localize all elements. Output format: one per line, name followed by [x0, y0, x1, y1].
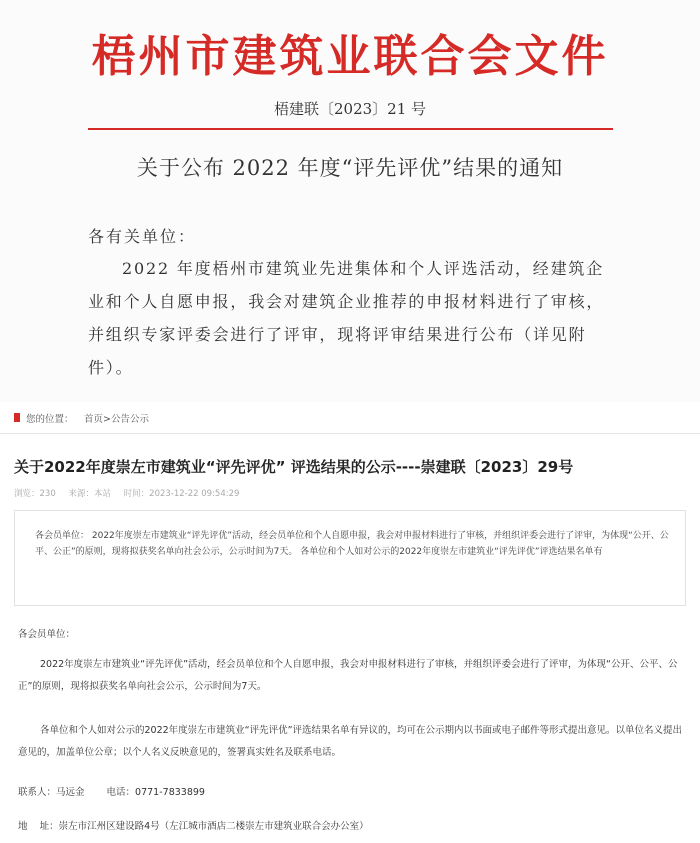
- breadcrumb-label: 您的位置：: [26, 414, 74, 425]
- content-paragraph: 2022年度崇左市建筑业“评先评优”活动，经会员单位和个人自愿申报，我会对申报材料进行了审核，并组织评委会进行了评审，为体现“公开、公平、公正”的原则，现将拟获奖名单向社会公示，公示时间为7天。: [18, 659, 678, 692]
- breadcrumb-marker-icon: [14, 413, 20, 422]
- red-divider: [88, 128, 613, 130]
- document-number: 梧建联〔2023〕21 号: [273, 100, 427, 118]
- publish-time: 时间：2023-12-22 09:54:29: [123, 489, 240, 499]
- content-salutation: 各会员单位：: [18, 629, 76, 640]
- article-meta: [14, 487, 249, 499]
- address-row: [18, 818, 369, 832]
- phone-label: 电话：: [106, 787, 136, 798]
- article-source: 来源：本站: [68, 489, 111, 499]
- article-title: 关于2022年度崇左市建筑业“评先评优” 评选结果的公示----崇建联〔2023〕29号: [14, 458, 574, 476]
- document-salutation: 各有关单位：: [88, 227, 197, 246]
- view-count: 浏览：230: [14, 489, 56, 499]
- address-label: 地 址：: [18, 821, 59, 832]
- phone-number: 0771-7833899: [135, 787, 205, 798]
- contact-label: 联系人：: [18, 787, 57, 798]
- document-title: 梧州市建筑业联合会文件: [91, 31, 609, 82]
- document-scan: [0, 0, 700, 402]
- contact-row: [18, 784, 205, 798]
- notice-title: 关于公布 2022 年度“评先评优”结果的通知: [136, 156, 564, 180]
- contact-name: 马远金: [56, 787, 85, 798]
- web-article: [0, 402, 700, 843]
- address-value: 崇左市江州区建设路4号（左江城市酒店二楼崇左市建筑业联合会办公室）: [58, 821, 369, 832]
- breadcrumb: [0, 402, 700, 434]
- content-paragraph: 各单位和个人如对公示的2022年度崇左市建筑业“评先评优”评选结果名单有异议的，均可在公示期内以书面或电子邮件等形式提出意见。以单位名义提出意见的，加盖单位公章；以个人名义反映意见的，签署真实姓名及联系电话。: [18, 725, 683, 758]
- document-body: 2022 年度梧州市建筑业先进集体和个人评选活动，经建筑企业和个人自愿申报，我会对建筑企业推荐的申报材料进行了审核，并组织专家评委会进行了评审，现将评审结果进行公布（详见附件）。: [88, 259, 605, 377]
- summary-text: 各会员单位： 2022年度崇左市建筑业“评先评优”活动，经会员单位和个人自愿申报，我会对申报材料进行了审核，并组织评委会进行了评审，为体现“公开、公平、公正”的原则，现将拟获奖名单向社会公示，公示时间为7天。 各单位和个人如对公示的2022年度崇左市建筑业“评先评优”评选结果名单有: [35, 531, 669, 557]
- summary-box: [14, 510, 686, 606]
- breadcrumb-path[interactable]: 首页>公告公示: [84, 414, 149, 425]
